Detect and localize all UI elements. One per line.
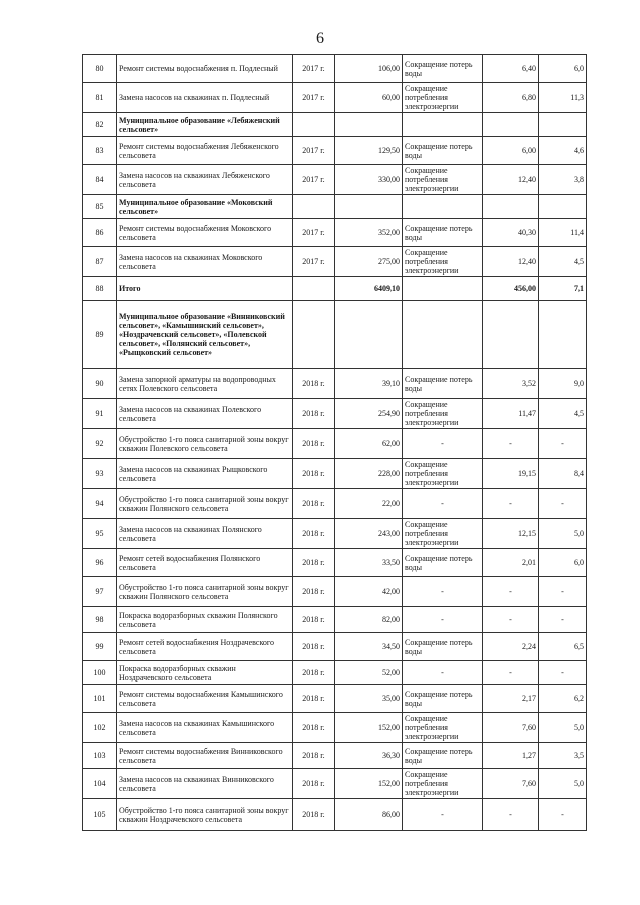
- row-number: 95: [83, 519, 117, 549]
- measure-cost: [335, 301, 403, 369]
- table-row: [83, 113, 587, 137]
- row-number: 80: [83, 55, 117, 83]
- measure-name: Муниципальное образование «Винниковский сельсовет», «Камышинский сельсовет», «Ноздрачевский сельсовет», «Полевской сельсовет», «Полянский сельсовет», «Рыщковский сельсовет»: [117, 301, 293, 369]
- measure-value-2: 7,1: [539, 277, 587, 301]
- measure-year: 2018 г.: [293, 713, 335, 743]
- measure-value-1: 2,17: [483, 685, 539, 713]
- table-row: [83, 277, 587, 301]
- measure-value-2: 6,0: [539, 55, 587, 83]
- measure-cost: 129,50: [335, 137, 403, 165]
- measure-value-2: 9,0: [539, 369, 587, 399]
- measure-value-1: 2,24: [483, 633, 539, 661]
- measure-name: Обустройство 1-го пояса санитарной зоны вокруг скважин Ноздрачевского сельсовета: [117, 799, 293, 831]
- measure-name: Замена насосов на скважинах Моковского сельсовета: [117, 247, 293, 277]
- measure-effect: [403, 113, 483, 137]
- measure-name: Ремонт сетей водоснабжения Ноздрачевского сельсовета: [117, 633, 293, 661]
- measure-name: Ремонт системы водоснабжения Винниковского сельсовета: [117, 743, 293, 769]
- table-row: [83, 577, 587, 607]
- measure-year: 2018 г.: [293, 489, 335, 519]
- row-number: 98: [83, 607, 117, 633]
- measure-value-1: 3,52: [483, 369, 539, 399]
- measure-effect: -: [403, 661, 483, 685]
- measure-value-2: 4,6: [539, 137, 587, 165]
- table-row: [83, 247, 587, 277]
- measure-name: Замена насосов на скважинах Рыщковского сельсовета: [117, 459, 293, 489]
- measure-value-1: 11,47: [483, 399, 539, 429]
- measure-name: Обустройство 1-го пояса санитарной зоны вокруг скважин Полевского сельсовета: [117, 429, 293, 459]
- measure-value-1: -: [483, 607, 539, 633]
- row-number: 85: [83, 195, 117, 219]
- measure-cost: 152,00: [335, 713, 403, 743]
- measure-value-2: [539, 301, 587, 369]
- measure-cost: 42,00: [335, 577, 403, 607]
- measure-value-1: -: [483, 489, 539, 519]
- measure-cost: [335, 195, 403, 219]
- measure-name: Итого: [117, 277, 293, 301]
- row-number: 81: [83, 83, 117, 113]
- measure-value-1: 6,40: [483, 55, 539, 83]
- measure-value-2: 11,3: [539, 83, 587, 113]
- measure-year: [293, 301, 335, 369]
- measure-effect: [403, 195, 483, 219]
- measure-cost: 228,00: [335, 459, 403, 489]
- measure-value-1: 2,01: [483, 549, 539, 577]
- table-row: [83, 195, 587, 219]
- measure-effect: Сокращение потребления электроэнергии: [403, 459, 483, 489]
- measure-cost: 34,50: [335, 633, 403, 661]
- measure-effect: Сокращение потерь воды: [403, 219, 483, 247]
- table-row: [83, 369, 587, 399]
- measure-effect: Сокращение потребления электроэнергии: [403, 247, 483, 277]
- measure-value-2: -: [539, 799, 587, 831]
- measure-effect: Сокращение потерь воды: [403, 743, 483, 769]
- measure-value-1: [483, 113, 539, 137]
- measure-year: 2018 г.: [293, 685, 335, 713]
- measure-value-1: 12,40: [483, 165, 539, 195]
- measure-effect: Сокращение потребления электроэнергии: [403, 83, 483, 113]
- measure-name: Ремонт системы водоснабжения Моковского сельсовета: [117, 219, 293, 247]
- measure-value-1: [483, 301, 539, 369]
- measure-effect: -: [403, 429, 483, 459]
- measure-value-1: 12,40: [483, 247, 539, 277]
- measure-value-1: 6,80: [483, 83, 539, 113]
- table-row: [83, 55, 587, 83]
- row-number: 89: [83, 301, 117, 369]
- row-number: 83: [83, 137, 117, 165]
- measure-effect: Сокращение потерь воды: [403, 633, 483, 661]
- table-row: [83, 165, 587, 195]
- measure-name: Ремонт системы водоснабжения п. Подлесный: [117, 55, 293, 83]
- row-number: 93: [83, 459, 117, 489]
- measure-cost: [335, 113, 403, 137]
- measure-year: 2018 г.: [293, 661, 335, 685]
- row-number: 88: [83, 277, 117, 301]
- measure-value-2: -: [539, 577, 587, 607]
- row-number: 104: [83, 769, 117, 799]
- measure-effect: Сокращение потерь воды: [403, 55, 483, 83]
- measure-name: Замена насосов на скважинах Полевского сельсовета: [117, 399, 293, 429]
- measure-effect: [403, 301, 483, 369]
- measure-value-1: [483, 195, 539, 219]
- measure-name: Ремонт системы водоснабжения Камышинского сельсовета: [117, 685, 293, 713]
- measure-effect: Сокращение потребления электроэнергии: [403, 519, 483, 549]
- measure-value-2: 6,2: [539, 685, 587, 713]
- row-number: 102: [83, 713, 117, 743]
- measure-year: 2018 г.: [293, 429, 335, 459]
- table-row: [83, 769, 587, 799]
- measure-year: 2017 г.: [293, 137, 335, 165]
- measure-cost: 35,00: [335, 685, 403, 713]
- measure-value-2: 4,5: [539, 399, 587, 429]
- measure-value-2: 5,0: [539, 769, 587, 799]
- measure-value-1: 6,00: [483, 137, 539, 165]
- measure-name: Муниципальное образование «Моковский сельсовет»: [117, 195, 293, 219]
- measure-value-1: 19,15: [483, 459, 539, 489]
- measure-cost: 330,00: [335, 165, 403, 195]
- row-number: 86: [83, 219, 117, 247]
- table-row: [83, 607, 587, 633]
- measure-year: 2018 г.: [293, 633, 335, 661]
- table-row: [83, 633, 587, 661]
- measure-value-1: 7,60: [483, 713, 539, 743]
- measure-effect: Сокращение потерь воды: [403, 685, 483, 713]
- measure-value-2: 3,8: [539, 165, 587, 195]
- table-row: [83, 83, 587, 113]
- measure-effect: Сокращение потребления электроэнергии: [403, 399, 483, 429]
- measure-effect: [403, 277, 483, 301]
- measure-cost: 39,10: [335, 369, 403, 399]
- measure-year: 2017 г.: [293, 219, 335, 247]
- table-row: [83, 661, 587, 685]
- measure-cost: 254,90: [335, 399, 403, 429]
- measure-value-1: 7,60: [483, 769, 539, 799]
- measure-year: 2017 г.: [293, 83, 335, 113]
- row-number: 82: [83, 113, 117, 137]
- table-row: [83, 399, 587, 429]
- measure-value-2: [539, 113, 587, 137]
- measure-value-2: -: [539, 661, 587, 685]
- measure-name: Покраска водоразборных скважин Ноздрачевского сельсовета: [117, 661, 293, 685]
- measure-year: 2018 г.: [293, 369, 335, 399]
- measure-name: Замена насосов на скважинах Винниковского сельсовета: [117, 769, 293, 799]
- measure-name: Покраска водоразборных скважин Полянского сельсовета: [117, 607, 293, 633]
- page-number: 6: [316, 30, 324, 47]
- table-row: [83, 549, 587, 577]
- measure-cost: 60,00: [335, 83, 403, 113]
- row-number: 91: [83, 399, 117, 429]
- measure-name: Замена насосов на скважинах п. Подлесный: [117, 83, 293, 113]
- measure-effect: -: [403, 799, 483, 831]
- measure-year: [293, 113, 335, 137]
- measure-value-2: 4,5: [539, 247, 587, 277]
- measure-value-2: [539, 195, 587, 219]
- measure-value-1: 456,00: [483, 277, 539, 301]
- measure-name: Замена насосов на скважинах Камышинского сельсовета: [117, 713, 293, 743]
- measure-name: Замена насосов на скважинах Полянского сельсовета: [117, 519, 293, 549]
- measure-cost: 6409,10: [335, 277, 403, 301]
- table-row: [83, 219, 587, 247]
- measure-effect: -: [403, 607, 483, 633]
- measure-effect: Сокращение потребления электроэнергии: [403, 713, 483, 743]
- measure-effect: Сокращение потерь воды: [403, 549, 483, 577]
- measure-value-2: -: [539, 489, 587, 519]
- measure-cost: 152,00: [335, 769, 403, 799]
- row-number: 100: [83, 661, 117, 685]
- measure-year: 2018 г.: [293, 549, 335, 577]
- measure-value-2: 6,5: [539, 633, 587, 661]
- measure-name: Замена запорной арматуры на водопроводных сетях Полевского сельсовета: [117, 369, 293, 399]
- measure-value-1: 1,27: [483, 743, 539, 769]
- measure-value-1: -: [483, 799, 539, 831]
- measure-value-2: 6,0: [539, 549, 587, 577]
- measure-year: 2017 г.: [293, 247, 335, 277]
- table-row: [83, 459, 587, 489]
- measure-effect: Сокращение потерь воды: [403, 369, 483, 399]
- measure-cost: 275,00: [335, 247, 403, 277]
- measure-cost: 243,00: [335, 519, 403, 549]
- measure-value-2: 3,5: [539, 743, 587, 769]
- measure-value-2: 5,0: [539, 713, 587, 743]
- measure-value-1: 12,15: [483, 519, 539, 549]
- measure-cost: 352,00: [335, 219, 403, 247]
- measure-year: 2018 г.: [293, 399, 335, 429]
- row-number: 87: [83, 247, 117, 277]
- measure-name: Обустройство 1-го пояса санитарной зоны вокруг скважин Полянского сельсовета: [117, 577, 293, 607]
- measure-cost: 62,00: [335, 429, 403, 459]
- measure-value-2: 8,4: [539, 459, 587, 489]
- table-row: [83, 429, 587, 459]
- measure-year: 2018 г.: [293, 769, 335, 799]
- measure-cost: 36,30: [335, 743, 403, 769]
- measure-name: Замена насосов на скважинах Лебяженского сельсовета: [117, 165, 293, 195]
- measure-value-1: 40,30: [483, 219, 539, 247]
- measure-year: 2018 г.: [293, 519, 335, 549]
- measure-value-2: 11,4: [539, 219, 587, 247]
- measure-effect: -: [403, 577, 483, 607]
- table-row: [83, 713, 587, 743]
- row-number: 92: [83, 429, 117, 459]
- row-number: 84: [83, 165, 117, 195]
- measure-name: Обустройство 1-го пояса санитарной зоны вокруг скважин Полянского сельсовета: [117, 489, 293, 519]
- row-number: 97: [83, 577, 117, 607]
- table-row: [83, 137, 587, 165]
- table-row: [83, 489, 587, 519]
- row-number: 105: [83, 799, 117, 831]
- measure-name: Ремонт сетей водоснабжения Полянского сельсовета: [117, 549, 293, 577]
- row-number: 99: [83, 633, 117, 661]
- measure-value-2: -: [539, 429, 587, 459]
- measure-cost: 22,00: [335, 489, 403, 519]
- measure-cost: 106,00: [335, 55, 403, 83]
- measure-value-2: 5,0: [539, 519, 587, 549]
- measure-name: Муниципальное образование «Лебяженский сельсовет»: [117, 113, 293, 137]
- measure-effect: Сокращение потребления электроэнергии: [403, 769, 483, 799]
- measure-year: 2018 г.: [293, 799, 335, 831]
- row-number: 90: [83, 369, 117, 399]
- measure-cost: 86,00: [335, 799, 403, 831]
- measure-effect: Сокращение потерь воды: [403, 137, 483, 165]
- measure-year: [293, 195, 335, 219]
- measure-effect: Сокращение потребления электроэнергии: [403, 165, 483, 195]
- measure-value-1: -: [483, 661, 539, 685]
- table-row: [83, 519, 587, 549]
- measure-value-1: -: [483, 429, 539, 459]
- row-number: 96: [83, 549, 117, 577]
- measure-cost: 33,50: [335, 549, 403, 577]
- row-number: 103: [83, 743, 117, 769]
- measure-cost: 52,00: [335, 661, 403, 685]
- measure-year: 2018 г.: [293, 743, 335, 769]
- row-number: 101: [83, 685, 117, 713]
- measures-table: [82, 54, 587, 831]
- measure-effect: -: [403, 489, 483, 519]
- measure-name: Ремонт системы водоснабжения Лебяженского сельсовета: [117, 137, 293, 165]
- measure-year: 2018 г.: [293, 607, 335, 633]
- measure-year: 2017 г.: [293, 55, 335, 83]
- measure-year: 2018 г.: [293, 459, 335, 489]
- table-row: [83, 301, 587, 369]
- row-number: 94: [83, 489, 117, 519]
- measure-value-1: -: [483, 577, 539, 607]
- measure-year: 2018 г.: [293, 577, 335, 607]
- table-row: [83, 799, 587, 831]
- measure-year: [293, 277, 335, 301]
- measure-year: 2017 г.: [293, 165, 335, 195]
- table-row: [83, 743, 587, 769]
- table-row: [83, 685, 587, 713]
- measure-value-2: -: [539, 607, 587, 633]
- measure-cost: 82,00: [335, 607, 403, 633]
